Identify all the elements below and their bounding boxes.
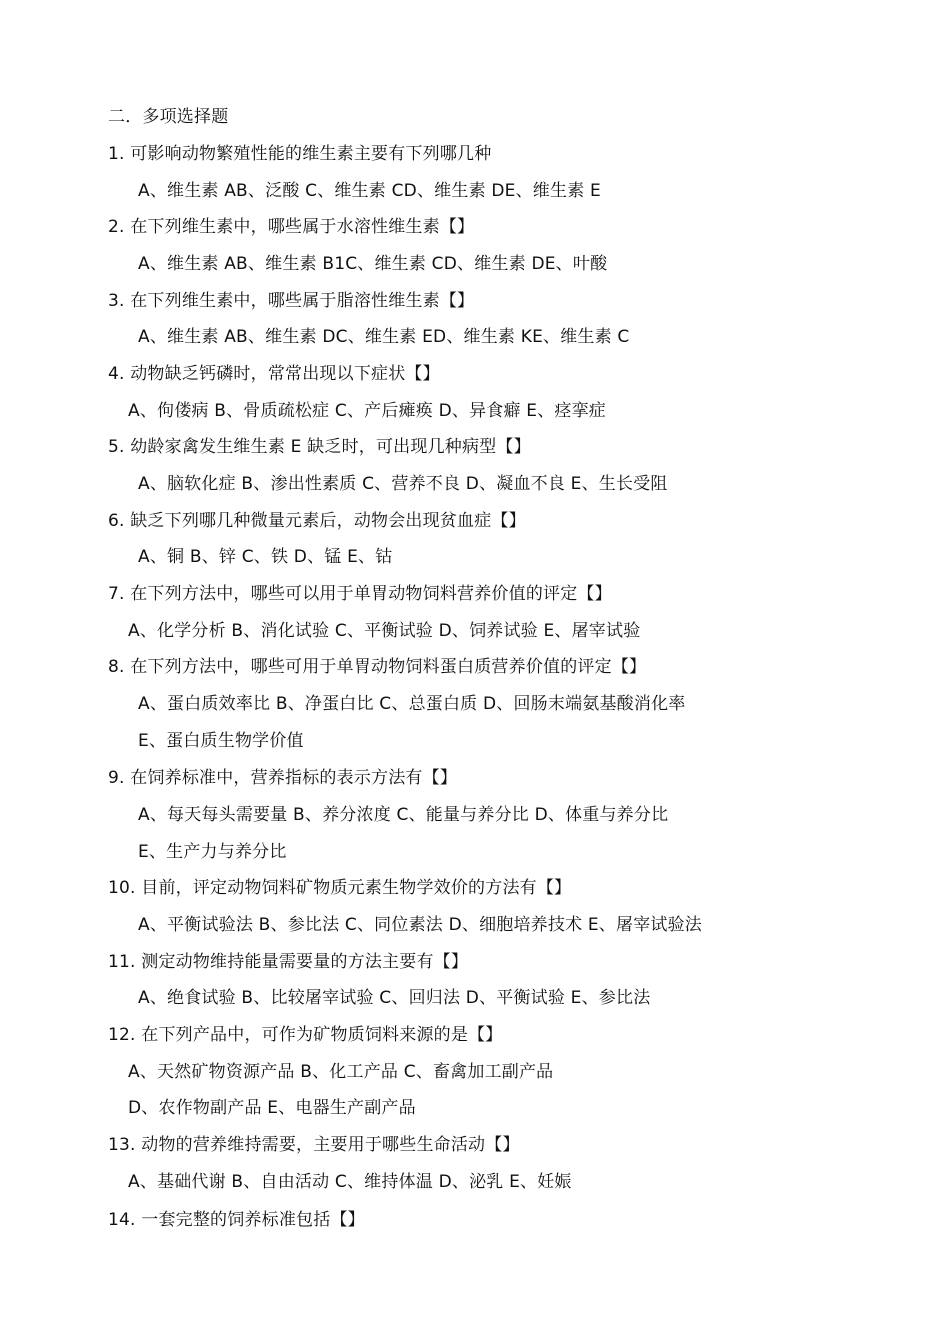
options-6: A、铜 B、锌 C、铁 D、锰 E、钴: [138, 547, 393, 567]
question-2: 2. 在下列维生素中，哪些属于水溶性维生素【】: [108, 217, 475, 237]
question-3: 3. 在下列维生素中，哪些属于脂溶性维生素【】: [108, 291, 475, 311]
question-10: 10. 目前，评定动物饲料矿物质元素生物学效价的方法有【】: [108, 878, 572, 898]
question-4: 4. 动物缺乏钙磷时，常常出现以下症状【】: [108, 364, 440, 384]
question-7: 7. 在下列方法中，哪些可以用于单胃动物饲料营养价值的评定【】: [108, 584, 612, 604]
options-1: A、维生素 AB、泛酸 C、维生素 CD、维生素 DE、维生素 E: [138, 181, 601, 201]
options-8-cont: E、蛋白质生物学价值: [138, 731, 304, 751]
options-9-cont: E、生产力与养分比: [138, 842, 287, 862]
options-11: A、绝食试验 B、比较屠宰试验 C、回归法 D、平衡试验 E、参比法: [138, 988, 651, 1008]
options-7: A、化学分析 B、消化试验 C、平衡试验 D、饲养试验 E、屠宰试验: [128, 621, 641, 641]
question-6: 6. 缺乏下列哪几种微量元素后，动物会出现贫血症【】: [108, 511, 526, 531]
section-title: 二．多项选择题: [108, 107, 229, 127]
options-10: A、平衡试验法 B、参比法 C、同位素法 D、细胞培养技术 E、屠宰试验法: [138, 915, 703, 935]
question-1: 1. 可影响动物繁殖性能的维生素主要有下列哪几种: [108, 144, 492, 164]
question-9: 9. 在饲养标准中，营养指标的表示方法有【】: [108, 768, 458, 788]
question-13: 13. 动物的营养维持需要，主要用于哪些生命活动【】: [108, 1135, 520, 1155]
options-8: A、蛋白质效率比 B、净蛋白比 C、总蛋白质 D、回肠末端氨基酸消化率: [138, 694, 686, 714]
options-3: A、维生素 AB、维生素 DC、维生素 ED、维生素 KE、维生素 C: [138, 327, 630, 347]
options-12-cont: D、农作物副产品 E、电器生产副产品: [128, 1098, 416, 1118]
question-5: 5. 幼龄家禽发生维生素 E 缺乏时，可出现几种病型【】: [108, 437, 531, 457]
options-9: A、每天每头需要量 B、养分浓度 C、能量与养分比 D、体重与养分比: [138, 805, 669, 825]
options-13: A、基础代谢 B、自由活动 C、维持体温 D、泌乳 E、妊娠: [128, 1172, 572, 1192]
options-5: A、脑软化症 B、渗出性素质 C、营养不良 D、凝血不良 E、生长受阻: [138, 474, 668, 494]
options-4: A、佝偻病 B、骨质疏松症 C、产后瘫痪 D、异食癖 E、痉挛症: [128, 401, 607, 421]
options-12: A、天然矿物资源产品 B、化工产品 C、畜禽加工副产品: [128, 1062, 554, 1082]
question-8: 8. 在下列方法中，哪些可用于单胃动物饲料蛋白质营养价值的评定【】: [108, 657, 647, 677]
question-14: 14. 一套完整的饲养标准包括【】: [108, 1210, 365, 1230]
question-12: 12. 在下列产品中，可作为矿物质饲料来源的是【】: [108, 1025, 503, 1045]
question-11: 11. 测定动物维持能量需要量的方法主要有【】: [108, 952, 469, 972]
options-2: A、维生素 AB、维生素 B1C、维生素 CD、维生素 DE、叶酸: [138, 254, 608, 274]
